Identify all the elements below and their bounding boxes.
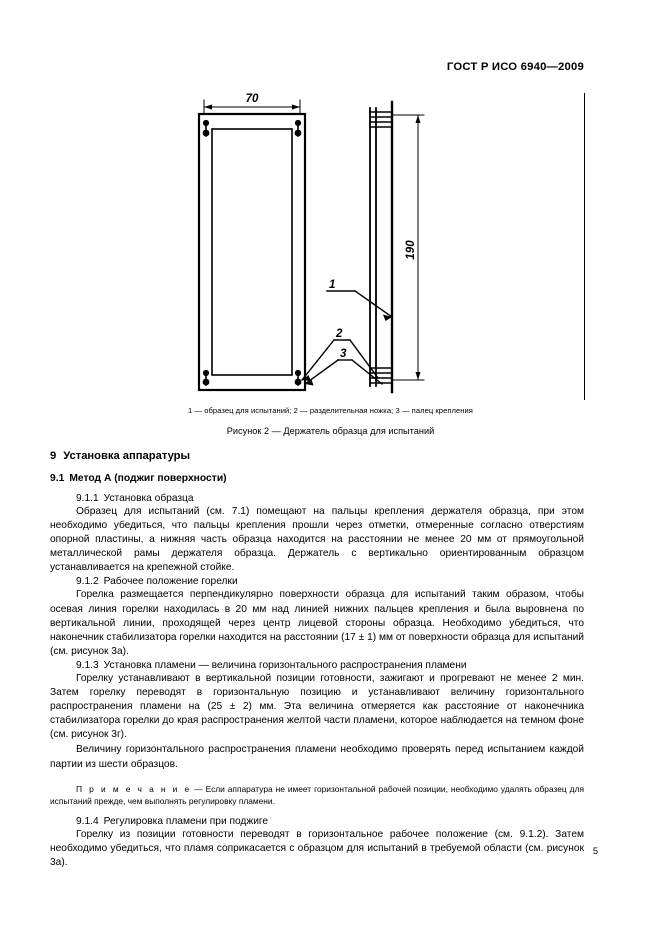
paragraph-9-1-3-b: Величину горизонтального распространения пламени необходимо проверять перед испытанием каждой партии из шести образцов.	[50, 744, 584, 770]
heading-section-9-1-1-number: 9.1.1	[76, 493, 99, 504]
heading-section-9	[50, 450, 584, 462]
heading-section-9-1-1	[50, 493, 584, 504]
heading-section-9-1-title: Метод А (поджиг поверхности)	[69, 473, 227, 484]
figure-2-specimen-holder	[0, 88, 661, 398]
heading-section-9-1-number: 9.1	[50, 473, 65, 484]
paragraph-9-1-4: Горелку из позиции готовности переводят в горизонтальное рабочее положение (см. 9.1.2). Затем необходимо убедиться, что пламя соприкасается с образцом для испытаний в требуемой области (см. рисунок 3а).	[50, 829, 584, 869]
paragraph-9-1-1: Образец для испытаний (см. 7.1) помещают на пальцы крепления держателя образца, при этом необходимо убедиться, что пальцы крепления прошли через отметки, отмеренные согласно отверстиям опорной пластины, а нижняя часть образца находится на расстоянии не менее 20 мм от прямоугольной металлической рамы держателя образца. Держатель с вертикально ориентированным образцом устанавливается на крепежной стойке.	[50, 506, 584, 574]
heading-section-9-1-4-title: Регулировка пламени при поджиге	[103, 816, 269, 827]
heading-section-9-1-4	[50, 816, 584, 827]
figure-callout-1: 1	[329, 279, 336, 291]
figure-key: 1 — образец для испытаний; 2 — разделительная ножка; 3 — палец крепления	[188, 406, 473, 415]
figure-dimension-width-label: 70	[245, 93, 259, 105]
heading-section-9-1	[50, 473, 584, 484]
heading-section-9-1-2-number: 9.1.2	[76, 576, 99, 588]
note-label: П р и м е ч а н и е	[76, 783, 192, 794]
note-text: — Если аппаратура не имеет горизонтальной рабочей позиции, необходимо удалять образец для испытаний прежде, чем выполнять регулировку пламени.	[50, 783, 584, 806]
heading-section-9-1-3-number: 9.1.3	[76, 659, 99, 671]
heading-section-9-1-2-title: Рабочее положение горелки	[103, 576, 238, 588]
heading-section-9-1-2	[50, 576, 584, 587]
page-number: 5	[592, 846, 598, 856]
heading-section-9-number: 9	[50, 450, 57, 462]
figure-callout-2: 2	[336, 328, 343, 340]
heading-section-9-1-4-number: 9.1.4	[76, 816, 99, 827]
heading-section-9-1-1-title: Установка образца	[103, 493, 194, 504]
heading-section-9-1-3-title: Установка пламени — величина горизонтального распространения пламени	[103, 659, 467, 671]
paragraph-9-1-3-a: Горелку устанавливают в вертикальной позиции готовности, зажигают и прогревают не менее 2 мин. Затем горелку переводят в горизонтальную позицию и устанавливают величину горизонтального распространения пламени на (25 ± 2) мм. Эта величина отмеряется как расстояние от наконечника стабилизатора горелки до края распространения желтой части пламени, которое наблюдается на темном фоне (см. рисунок 3г).	[50, 672, 584, 741]
figure-caption: Рисунок 2 — Держатель образца для испытаний	[226, 426, 435, 436]
document-body	[50, 450, 584, 871]
heading-section-9-1-3	[50, 660, 584, 671]
heading-section-9-title: Установка аппаратуры	[63, 450, 191, 462]
figure-callout-3: 3	[340, 348, 347, 360]
page-header-standard-id: ГОСТ Р ИСО 6940—2009	[446, 61, 584, 73]
paragraph-9-1-2: Горелка размещается перпендикулярно поверхности образца для испытаний таким образом, чтобы осевая линия горелки находилась в 20 мм над линией нижних пальцев крепления и была выровнена по вертикальной линии, проходящей через центр лицевой стороны образца. Необходимо убедиться, что наконечник стабилизатора горелки находится на расстоянии (17 ± 1) мм от поверхности образца для испытаний (см. рисунок 3а).	[50, 589, 584, 657]
note-9-1-3	[50, 783, 584, 807]
figure-dimension-height-label: 190	[405, 240, 417, 260]
